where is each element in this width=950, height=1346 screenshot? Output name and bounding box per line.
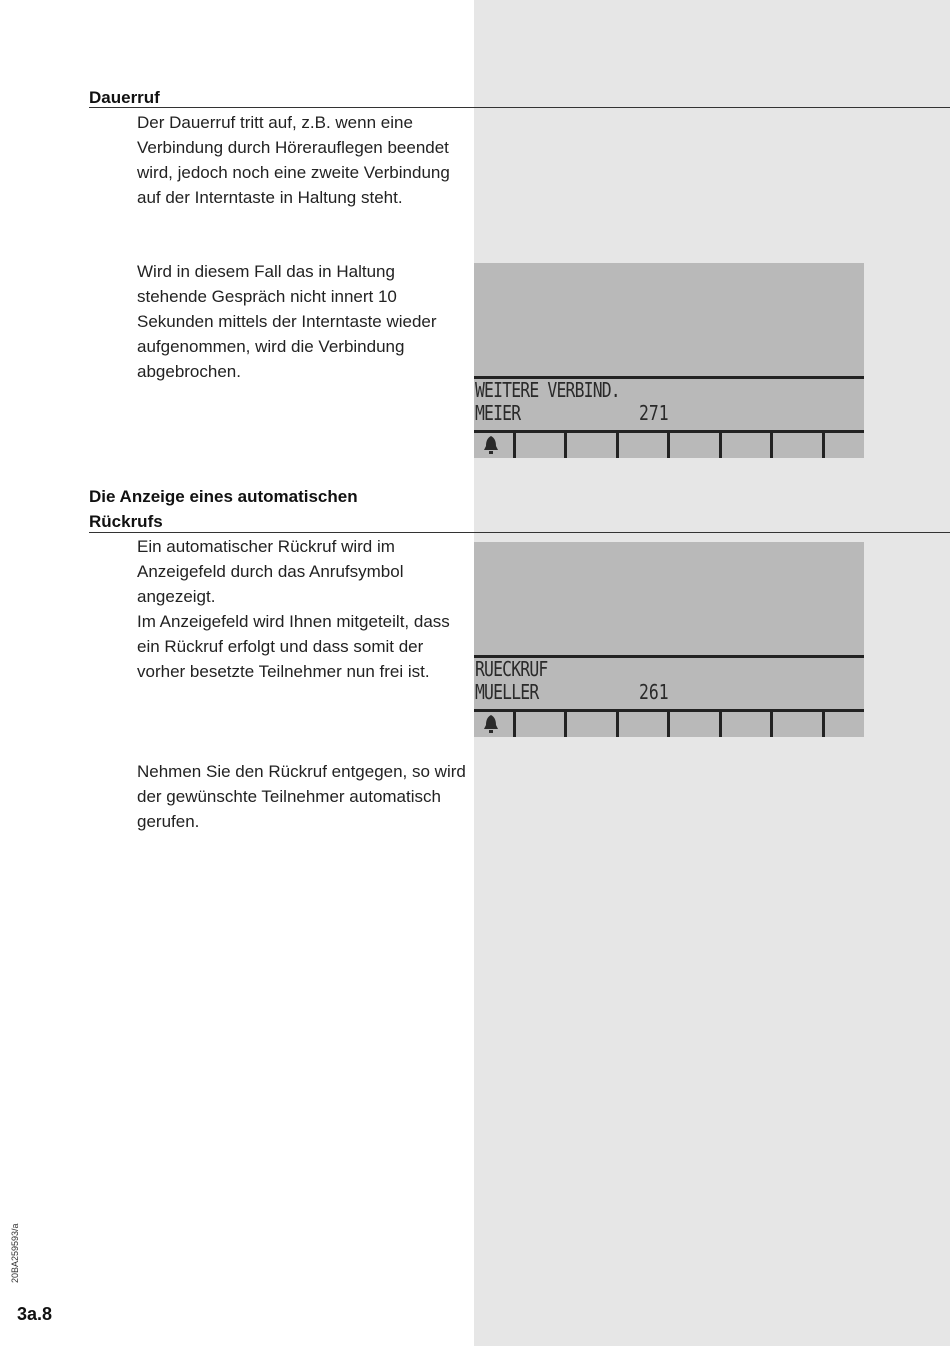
phone-display: [474, 263, 864, 458]
softkey-separator: [770, 433, 773, 458]
paragraph: Der Dauerruf tritt auf, z.B. wenn eine Verbindung durch Hörerauflegen beendet wird, jedoch noch eine zweite Verbindung auf der Interntaste in Haltung steht.: [137, 113, 450, 207]
softkey-separator: [667, 433, 670, 458]
bell-icon: [482, 714, 500, 734]
softkey-separator: [822, 712, 825, 737]
heading-line: Die Anzeige eines automatischen: [89, 487, 358, 506]
display-number: 271: [639, 401, 669, 425]
softkey-separator: [822, 433, 825, 458]
bell-icon: [482, 435, 500, 455]
display-line-name: MEIER: [475, 401, 521, 425]
section-rule: [89, 532, 950, 533]
paragraph: Nehmen Sie den Rückruf entgegen, so wird der gewünschte Teilnehmer automatisch gerufen.: [137, 762, 466, 831]
softkey-separator: [564, 712, 567, 737]
softkey-separator: [616, 433, 619, 458]
section-heading-rueckruf: [89, 484, 358, 534]
softkey-separator: [770, 712, 773, 737]
display-line-status: WEITERE VERBIND.: [475, 378, 620, 402]
softkey-separator: [616, 712, 619, 737]
softkey-separator: [513, 433, 516, 458]
page-number: 3a.8: [17, 1304, 53, 1324]
heading-line: Rückrufs: [89, 512, 163, 531]
phone-display: [474, 542, 864, 737]
paragraph: Ein automatischer Rückruf wird im Anzeigefeld durch das Anrufsymbol angezeigt.: [137, 537, 404, 606]
softkey-separator: [667, 712, 670, 737]
softkey-row: [474, 712, 864, 737]
display-line-status: RUECKRUF: [475, 657, 548, 681]
section-heading-dauerruf: Dauerruf: [89, 88, 160, 107]
section-rule: [89, 107, 950, 108]
softkey-row: [474, 433, 864, 458]
softkey-separator: [513, 712, 516, 737]
softkey-separator: [719, 712, 722, 737]
softkey-separator: [719, 433, 722, 458]
paragraph: Im Anzeigefeld wird Ihnen mitgeteilt, dass ein Rückruf erfolgt und dass somit der vorher besetzte Teilnehmer nun frei ist.: [137, 612, 450, 681]
display-number: 261: [639, 680, 669, 704]
document-code: 20BA259593/a: [10, 1223, 20, 1283]
display-line-name: MUELLER: [475, 680, 539, 704]
softkey-separator: [564, 433, 567, 458]
paragraph: Wird in diesem Fall das in Haltung stehende Gespräch nicht innert 10 Sekunden mittels der Interntaste wieder aufgenommen, wird die Verbindung abgebrochen.: [137, 262, 437, 381]
